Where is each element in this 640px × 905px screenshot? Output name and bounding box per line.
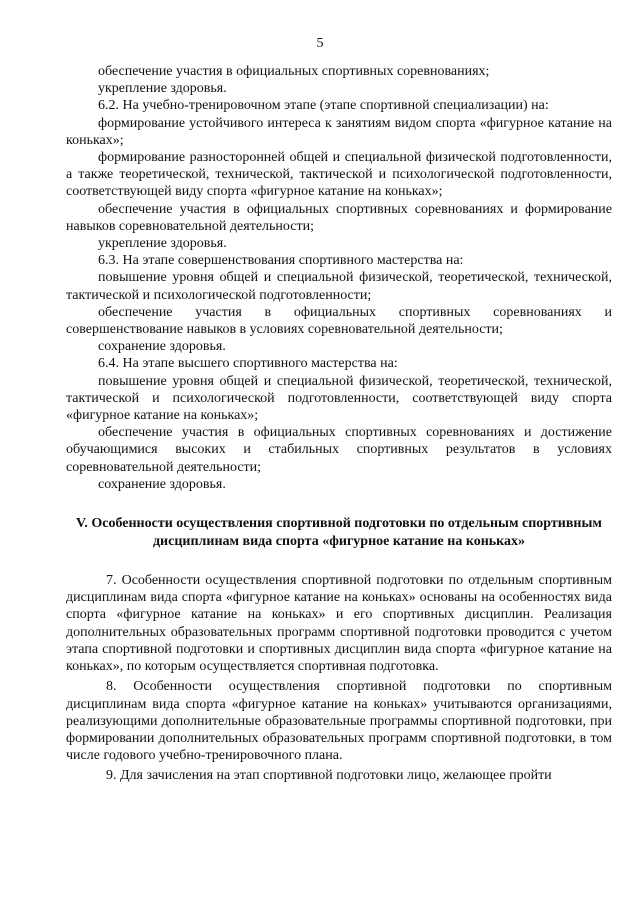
- paragraph: 6.3. На этапе совершенствования спортивного мастерства на:: [98, 253, 464, 269]
- paragraph: повышение уровня общей и специальной физической, теоретической, технической, тактической и психологической подготовленности, соответствующей виду спорта «фигурное катание на коньках»;: [66, 373, 612, 424]
- paragraph: сохранение здоровья.: [98, 339, 226, 355]
- paragraph: укрепление здоровья.: [98, 236, 227, 252]
- document-body: [66, 63, 612, 785]
- paragraph: обеспечение участия в официальных спортивных соревнованиях;: [98, 64, 490, 79]
- paragraph: формирование разносторонней общей и специальной физической подготовленности, а также теоретической, технической, тактической и психологической подготовленности, соответствующей виду спорта «фигурное катание на коньках»;: [66, 150, 612, 200]
- section-heading: V. Особенности осуществления спортивной подготовки по отдельным спортивным дисциплинам вида спорта «фигурное катание на коньках»: [76, 516, 602, 549]
- paragraph: 6.4. На этапе высшего спортивного мастерства на:: [98, 356, 398, 372]
- paragraph: 7. Особенности осуществления спортивной подготовки по отдельным спортивным дисциплинам вида спорта «фигурное катание на коньках» основаны на особенностях вида спорта «фигурное катание на коньках» и его спортивных дисциплин. Реализация дополнительных образовательных программ спортивной подготовки проводится с учетом этапа спортивной подготовки и спортивных дисциплин вида спорта «фигурное катание на коньках», по которым осуществляется спортивная подготовка.: [66, 573, 612, 675]
- paragraph: обеспечение участия в официальных спортивных соревнованиях и формирование навыков соревновательной деятельности;: [66, 201, 612, 234]
- paragraph: укрепление здоровья.: [98, 81, 227, 97]
- paragraph: обеспечение участия в официальных спортивных соревнованиях и совершенствование навыков в условиях соревновательной деятельности;: [66, 304, 612, 338]
- paragraph: 9. Для зачисления на этап спортивной подготовки лицо, желающее пройти: [106, 768, 552, 784]
- paragraph: 8. Особенности осуществления спортивной подготовки по спортивным дисциплинам вида спорта «фигурное катание на коньках» учитываются организациями, реализующими дополнительные образовательные программы спортивной подготовки, при формировании дополнительных образовательных программ спортивной подготовки, в том числе годового учебно-тренировочного плана.: [66, 679, 612, 764]
- paragraph: обеспечение участия в официальных спортивных соревнованиях и достижение обучающимися высоких и стабильных спортивных результатов в условиях соревновательной деятельности;: [66, 425, 612, 475]
- paragraph: формирование устойчивого интереса к занятиям видом спорта «фигурное катание на коньках»;: [66, 115, 612, 148]
- paragraph: повышение уровня общей и специальной физической, теоретической, технической, тактической и психологической подготовленности;: [66, 270, 612, 303]
- paragraph: 6.2. На учебно-тренировочном этапе (этапе спортивной специализации) на:: [98, 98, 549, 114]
- page-number: 5: [316, 36, 324, 51]
- paragraph: сохранение здоровья.: [98, 476, 226, 492]
